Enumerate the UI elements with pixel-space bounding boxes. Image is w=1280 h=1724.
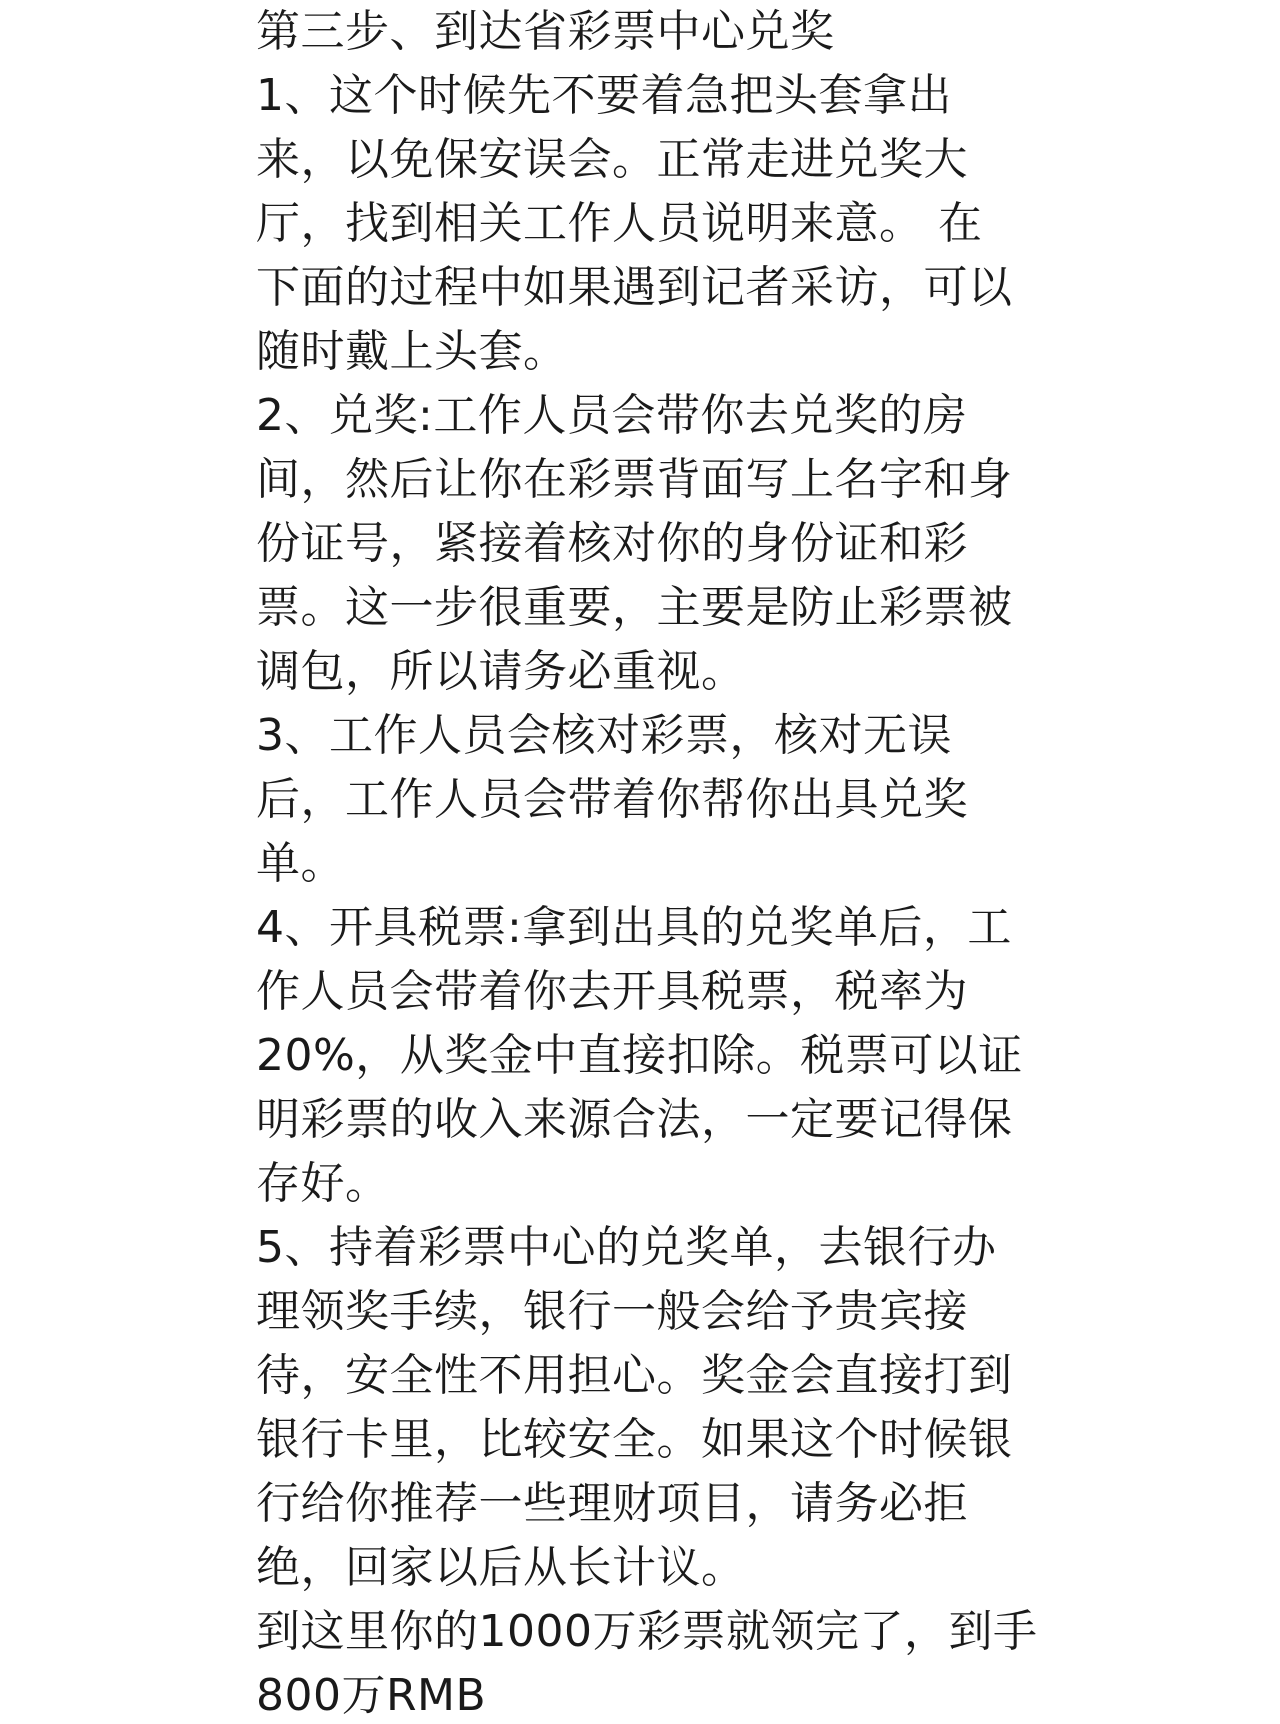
paragraph-line: 下面的过程中如果遇到记者采访，可以 <box>256 262 1013 313</box>
paragraph-line: 作人员会带着你去开具税票，税率为 <box>256 966 968 1017</box>
paragraph-line: 明彩票的收入来源合法，一定要记得保 <box>256 1094 1013 1145</box>
paragraph-line: 调包，所以请务必重视。 <box>256 646 746 697</box>
paragraph-line: 4、开具税票:拿到出具的兑奖单后，工 <box>256 902 1012 953</box>
paragraph-line: 随时戴上头套。 <box>256 326 568 377</box>
paragraph-line: 绝，回家以后从长计议。 <box>256 1542 746 1593</box>
paragraph-line: 厅，找到相关工作人员说明来意。 在 <box>256 198 983 249</box>
paragraph-line: 2、兑奖:工作人员会带你去兑奖的房 <box>256 390 968 441</box>
paragraph-line: 20%，从奖金中直接扣除。税票可以证 <box>256 1030 1023 1081</box>
step-heading: 第三步、到达省彩票中心兑奖 <box>256 6 835 57</box>
paragraph-line: 5、持着彩票中心的兑奖单，去银行办 <box>256 1222 997 1273</box>
conclusion-line: 到这里你的1000万彩票就领完了，到手 <box>256 1606 1038 1657</box>
paragraph-line: 单。 <box>256 838 345 889</box>
paragraph-line: 行给你推荐一些理财项目，请务必拒 <box>256 1478 968 1529</box>
paragraph-line: 理领奖手续，银行一般会给予贵宾接 <box>256 1286 968 1337</box>
paragraph-line: 1、这个时候先不要着急把头套拿出 <box>256 70 952 121</box>
paragraph-line: 后，工作人员会带着你帮你出具兑奖 <box>256 774 968 825</box>
paragraph-line: 3、工作人员会核对彩票，核对无误 <box>256 710 952 761</box>
paragraph-line: 份证号，紧接着核对你的身份证和彩 <box>256 518 968 569</box>
paragraph-line: 间，然后让你在彩票背面写上名字和身 <box>256 454 1013 505</box>
paragraph-line: 票。这一步很重要，主要是防止彩票被 <box>256 582 1013 633</box>
paragraph-line: 银行卡里，比较安全。如果这个时候银 <box>256 1414 1013 1465</box>
paragraph-line: 待，安全性不用担心。奖金会直接打到 <box>256 1350 1013 1401</box>
conclusion-line: 800万RMB <box>256 1670 487 1721</box>
paragraph-line: 来，以免保安误会。正常走进兑奖大 <box>256 134 968 185</box>
paragraph-line: 存好。 <box>256 1158 390 1209</box>
